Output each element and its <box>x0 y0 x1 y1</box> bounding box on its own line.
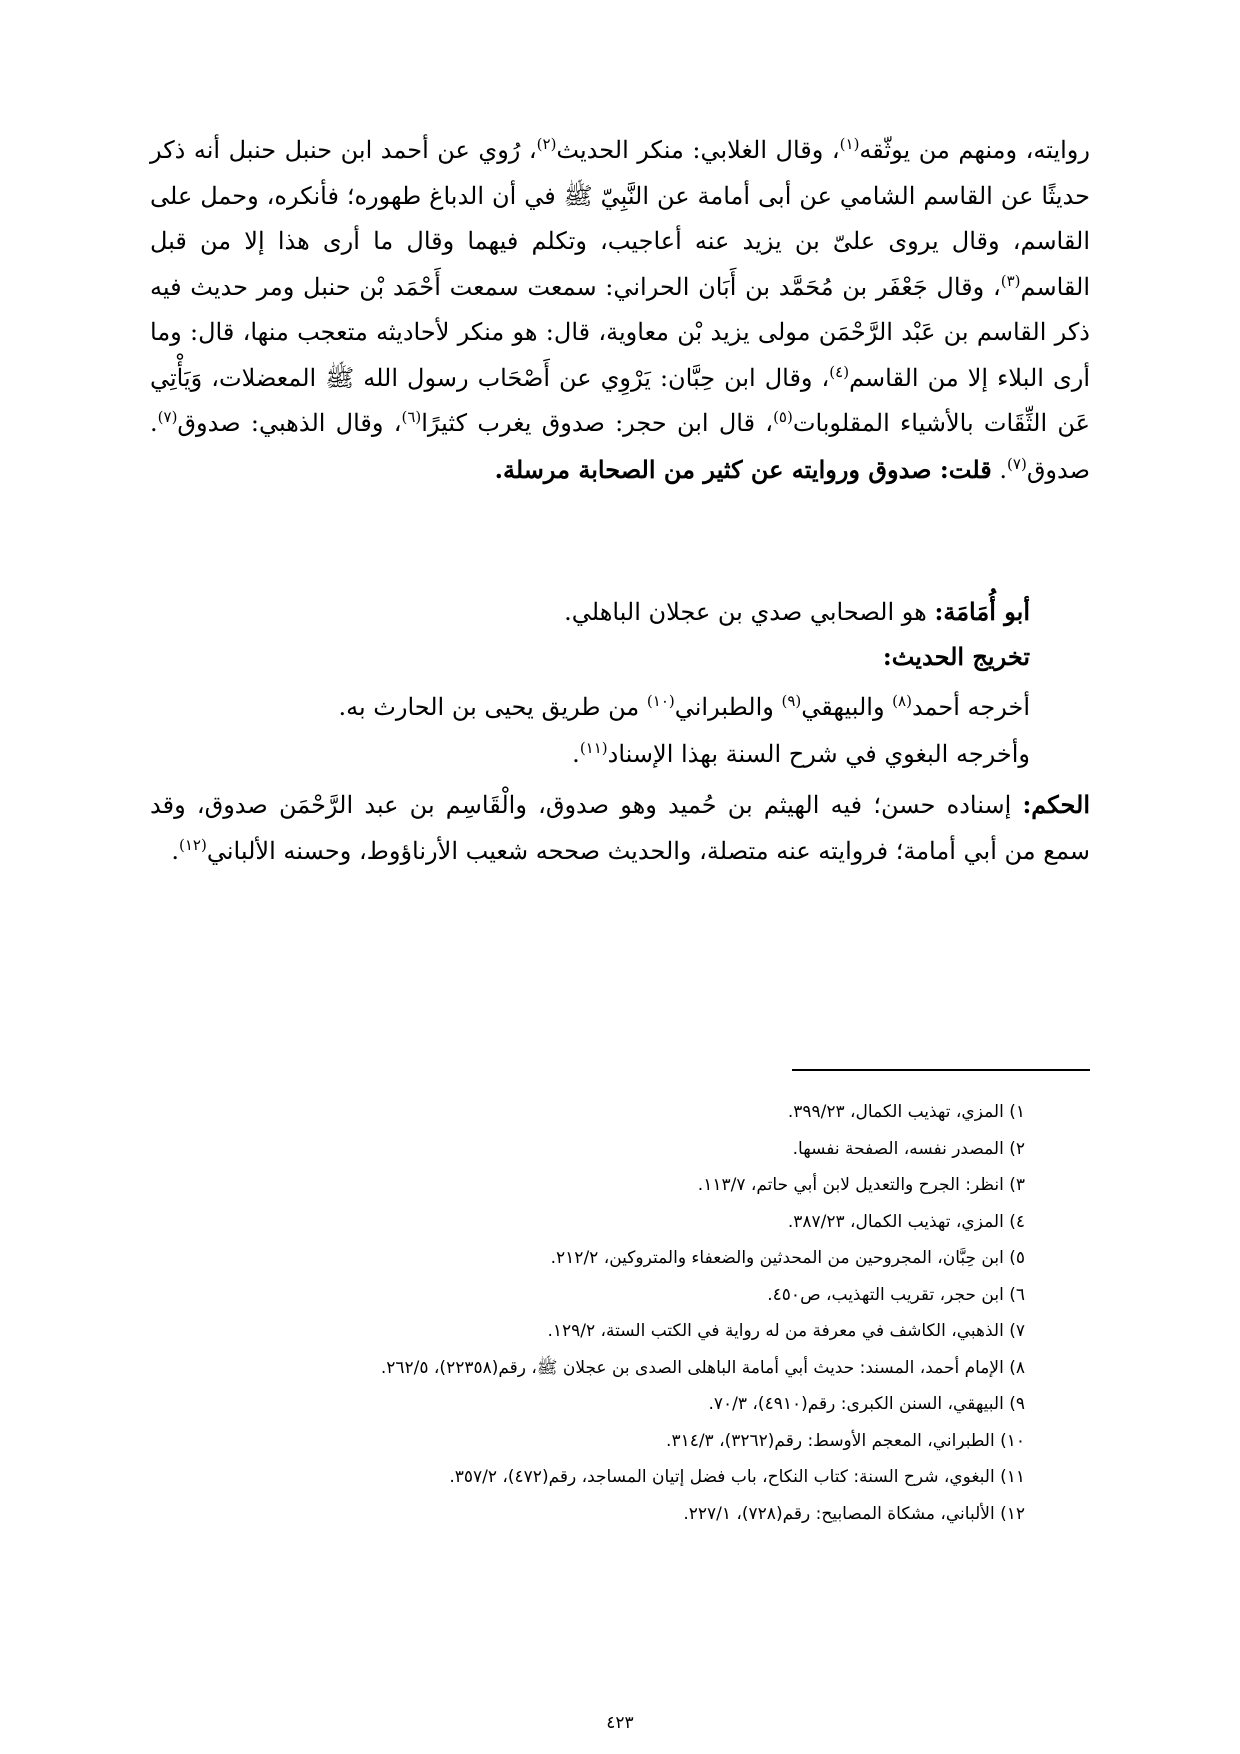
footnote-item: ٧) الذهبي، الكاشف في معرفة من له رواية في الكتب الستة، ١٢٩/٢. <box>547 1321 1025 1341</box>
footnote-ref[interactable]: (٦) <box>401 408 422 426</box>
text-run: ، رُوي عن أحمد ابن حنبل حنبل أنه ذكر حديثًا عن القاسم الشامي عن أبى أمامة عن النَّبِيّ ﷺ في أن الدباغ طهوره؛ فأنكره، وحمل على القاسم، وقال يروى علىّ بن يزيد عنه أعاجيب، وتكلم فيهما وقال ما أرى هذا إلا من قبل القاسم <box>150 136 1090 301</box>
footnote-ref[interactable]: (٧) <box>157 408 178 426</box>
footnote-ref[interactable]: (١) <box>839 135 860 153</box>
hukm-text <box>150 782 1090 874</box>
takhrij-line-2 <box>572 730 1030 778</box>
footnote-ref[interactable]: (٩) <box>781 692 802 710</box>
footnote-item: ٦) ابن حجر، تقريب التهذيب، ص٤٥٠. <box>767 1284 1025 1305</box>
text-run: . صدوق <box>150 409 1090 484</box>
abu-umama-text: هو الصحابي صدي بن عجلان الباهلي. <box>564 598 935 626</box>
footnote-item: ١٢) الألباني، مشكاة المصابيح: رقم(٧٢٨)، ٢٢٧/١. <box>683 1503 1025 1524</box>
abu-umama-label: أبو أُمَامَة: <box>934 597 1030 626</box>
hukm-label: الحكم: <box>1022 790 1090 819</box>
takhrij-line-1 <box>338 683 1030 731</box>
footnote-ref[interactable]: (١٢) <box>178 835 207 854</box>
text-run: والطبراني <box>674 693 782 721</box>
text-run: ، وقال ابن حِبَّان: يَرْوِي عن أَصْحَاب رسول الله ﷺ المعضلات، وَيَأْتِي عَن الثِّقَات بالأشياء المقلوبات <box>150 363 1090 437</box>
footnote-item: ١١) البغوي، شرح السنة: كتاب النكاح، باب فضل إتيان المساجد، رقم(٤٧٢)، ٣٥٧/٢. <box>449 1467 1025 1487</box>
text-run: ، وقال الغلابي: منكر الحديث <box>556 136 840 164</box>
text-run: ، وقال جَعْفَر بن مُحَمَّد بن أَبَان الحراني: سمعت سمعت أَحْمَد بْن حنبل ومر حديث فيه ذكر القاسم بن عَبْد الرَّحْمَن مولى يزيد بْن معاوية، قال: هو منكر لأحاديثه متعجب منها، قال: وما أرى البلاء إلا من القاسم <box>150 272 1090 392</box>
footnote-ref[interactable]: (٣) <box>1000 271 1021 290</box>
text-run: ، وقال الذهبي: صدوق <box>177 409 402 437</box>
text-run: وأخرجه البغوي في شرح السنة بهذا الإسناد <box>607 740 1030 768</box>
footnote-item: ٩) البيهقي، السنن الكبرى: رقم(٤٩١٠)، ٧٠/٣. <box>708 1394 1025 1414</box>
text-run: والبيهقي <box>801 693 893 721</box>
footnote-ref[interactable]: (٥) <box>773 408 793 426</box>
hukm-paragraph <box>150 782 1090 874</box>
footnote-item: ٤) المزي، تهذيب الكمال، ٣٨٧/٢٣. <box>787 1211 1025 1232</box>
footnote-item: ١) المزي، تهذيب الكمال، ٣٩٩/٢٣. <box>787 1102 1025 1122</box>
main-paragraph <box>150 128 1090 493</box>
text-run: . <box>991 455 1008 484</box>
footnote-item: ٣) انظر: الجرح والتعديل لابن أبي حاتم، ١١٣/٧. <box>697 1175 1025 1195</box>
footnote-item: ٢) المصدر نفسه، الصفحة نفسها. <box>792 1138 1025 1159</box>
text-run: . <box>572 740 580 768</box>
footnote-divider <box>792 1069 1090 1071</box>
footnote-ref[interactable]: (٢) <box>536 135 557 153</box>
text-run: ، قال ابن حجر: صدوق يغرب كثيرًا <box>421 409 774 437</box>
verdict-statement: قلت: صدوق وروايته عن كثير من الصحابة مرسلة. <box>494 454 992 484</box>
footnote-ref[interactable]: (٤) <box>829 362 850 381</box>
footnote-item: ٨) الإمام أحمد، المسند: حديث أبي أمامة الباهلى الصدى بن عجلان ﷺ، رقم(٢٢٣٥٨)، ٢٦٢/٥. <box>380 1357 1025 1378</box>
abu-umama-line <box>564 588 1030 636</box>
footnote-ref[interactable]: (١١) <box>579 739 608 757</box>
footnote-ref[interactable]: (٧) <box>1007 454 1027 473</box>
text-run: إسناده حسن؛ فيه الهيثم بن حُميد وهو صدوق، والْقَاسِم بن عبد الرَّحْمَن صدوق، وقد سمع من أبي أمامة؛ فروايته عنه متصلة، والحديث صححه شعيب الأرناؤوط، وحسنه الألباني <box>150 791 1090 865</box>
text-run: من طريق يحيى بن الحارث به. <box>338 693 647 721</box>
text-run: . <box>171 836 179 865</box>
page-number: ٤٢٣ <box>606 1713 634 1733</box>
text-run: روايته، ومنهم من يوثّقه <box>859 136 1090 164</box>
text-run: أخرجه أحمد <box>911 693 1030 721</box>
footnote-ref[interactable]: (٨) <box>892 692 912 710</box>
takhrij-heading: تخريج الحديث: <box>882 642 1030 671</box>
footnote-item: ٥) ابن حِبَّان، المجروحين من المحدثين والضعفاء والمتروكين، ٢١٢/٢. <box>550 1248 1025 1268</box>
footnote-ref[interactable]: (١٠) <box>646 692 675 710</box>
narrator-paragraph <box>150 128 1090 493</box>
footnotes-list <box>125 1094 1025 1532</box>
footnote-item: ١٠) الطبراني، المعجم الأوسط: رقم(٣٢٦٢)، ٣١٤/٣. <box>666 1430 1025 1451</box>
